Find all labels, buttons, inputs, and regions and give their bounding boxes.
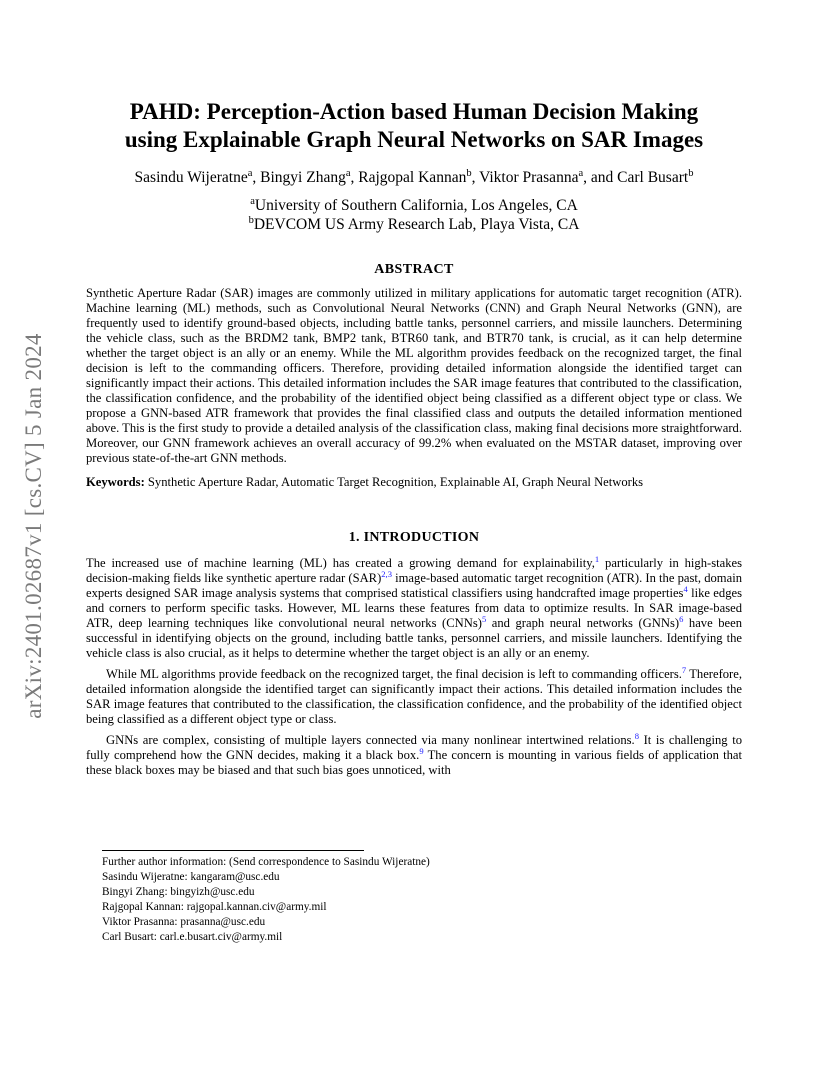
affiliation-line — [86, 215, 742, 234]
author-name: Rajgopal Kannan — [358, 169, 467, 186]
introduction-paragraph — [86, 730, 742, 778]
keywords-text: Synthetic Aperture Radar, Automatic Target Recognition, Explainable AI, Graph Neural Networks — [147, 475, 644, 489]
citation-link[interactable]: 4 — [683, 583, 688, 594]
paragraph-text: GNNs are complex, consisting of multiple layers connected via many nonlinear intertwined relations. — [106, 733, 635, 747]
paper-title — [86, 98, 742, 154]
affiliation-list — [86, 196, 742, 234]
paragraph-text: It is challenging to fully comprehend how the GNN decides, making it a black box. — [86, 733, 742, 762]
author-affiliation-mark: a — [247, 167, 253, 179]
title-line-1: PAHD: Perception-Action based Human Decision Making — [129, 99, 699, 124]
author-separator: , — [471, 169, 480, 186]
author-name: Sasindu Wijeratne — [134, 169, 248, 186]
paragraph-text: While ML algorithms provide feedback on the recognized target, the final decision is left to commanding officers. — [106, 667, 682, 681]
footnote-rule — [102, 850, 364, 851]
introduction-paragraph — [86, 553, 743, 661]
footnote-line: Viktor Prasanna: prasanna@usc.edu — [102, 916, 266, 928]
author-affiliation-mark: a — [345, 167, 351, 179]
author-separator: , — [252, 169, 261, 186]
author-affiliation-mark: a — [578, 167, 584, 179]
keywords-label: Keywords: — [86, 475, 145, 489]
affiliation-mark: a — [250, 195, 255, 207]
footnote-line: Carl Busart: carl.e.busart.civ@army.mil — [102, 931, 283, 943]
affiliation-mark: b — [248, 214, 254, 226]
author-affiliation-mark: b — [688, 167, 694, 179]
affiliation-line — [86, 196, 742, 215]
introduction-paragraph — [86, 664, 742, 727]
citation-link[interactable]: 5 — [481, 613, 487, 624]
paragraph-text: have been successful in identifying objects on the ground, including battle tanks, personnel carriers, and missile launchers. Identifying the vehicle class is also crucial, as it helps to determine whether the target object is an ally or an enemy. — [86, 616, 743, 660]
author-affiliation-mark: b — [466, 167, 472, 179]
paragraph-text: The concern is mounting in various fields of application that these black boxes may be biased and that such bias goes unnoticed, with — [86, 748, 742, 777]
affiliation-text: University of Southern California, Los Angeles, CA — [254, 197, 578, 214]
author-separator: , and — [583, 169, 618, 186]
paragraph-text: and graph neural networks (GNNs) — [486, 616, 680, 630]
introduction-body — [86, 553, 743, 778]
footnote-block — [86, 850, 742, 945]
arxiv-identifier-text: arXiv:2401.02687v1 [cs.CV] 5 Jan 2024 — [21, 333, 46, 719]
author-name: Carl Busart — [617, 169, 689, 186]
citation-link[interactable]: 1 — [594, 553, 600, 564]
footnote-line: Bingyi Zhang: bingyizh@usc.edu — [102, 886, 255, 898]
abstract-text: Synthetic Aperture Radar (SAR) images are commonly utilized in military applications for automatic target recognition (ATR). Machine learning (ML) methods, such as Convolutional Neural Networks (CNN) and Graph Neural Networks (GNN), are frequently used to identify ground-based objects, including battle tanks, personnel carriers, and missile launchers. Determining the vehicle class, such as the BRDM2 tank, BMP2 tank, BTR60 tank, and BTR70 tank, is crucial, as it can help determine whether the target object is an ally or an enemy. While the ML algorithm provides feedback on the recognized target, the final decision is left to the commanding officers. Therefore, providing detailed information alongside the identified target can significantly impact their actions. This detailed information includes the SAR image features that contributed to the classification, the classification confidence, and the probability of the identified object being classified as a different object type or class. We propose a GNN-based ATR framework that provides the final classified class and outputs the detailed information mentioned above. This is the first study to provide a detailed analysis of the classification class, making final decisions more straightforward. Moreover, our GNN framework achieves an overall accuracy of 99.2% when evaluated on the MSTAR dataset, improving over previous state-of-the-art GNN methods. — [86, 286, 742, 465]
section-heading-introduction: 1. INTRODUCTION — [348, 530, 480, 545]
author-separator: , — [350, 169, 359, 186]
affiliation-text: DEVCOM US Army Research Lab, Playa Vista, CA — [253, 216, 580, 233]
paragraph-text: like edges and corners to perform specific tasks. However, ML learns these features from data to optimize results. In SAR image-based ATR, deep learning techniques like convolutional neural networks (CNNs) — [86, 586, 742, 630]
citation-link[interactable]: 2,3 — [381, 568, 392, 579]
citation-link[interactable]: 6 — [679, 613, 684, 624]
author-name: Bingyi Zhang — [260, 169, 346, 186]
footnote-line: Rajgopal Kannan: rajgopal.kannan.civ@army.mil — [102, 901, 327, 913]
author-list — [86, 168, 742, 188]
footnote-line: Further author information: (Send correspondence to Sasindu Wijeratne) — [102, 856, 430, 868]
footnote-line: Sasindu Wijeratne: kangaram@usc.edu — [102, 871, 280, 883]
footnote-lines — [86, 855, 742, 945]
abstract-heading: ABSTRACT — [374, 262, 454, 277]
arxiv-identifier — [14, 296, 54, 756]
citation-link[interactable]: 7 — [681, 664, 687, 675]
paragraph-text: Therefore, detailed information alongside the identified target can significantly impact their actions. This detailed information includes the SAR image features that contributed to the classification, the classification confidence, and the probability of the identified object being classified as a different object type or class. — [86, 667, 742, 726]
citation-link[interactable]: 9 — [419, 745, 424, 756]
title-line-2: using Explainable Graph Neural Networks on SAR Images — [124, 127, 704, 152]
paragraph-text: image-based automatic target recognition (ATR). In the past, domain experts designed SAR image analysis systems that comprised statistical classifiers using handcrafted image properties — [86, 571, 742, 600]
citation-link[interactable]: 8 — [634, 730, 639, 741]
author-name: Viktor Prasanna — [479, 169, 579, 186]
paper-page — [86, 98, 742, 778]
paragraph-text: particularly in high-stakes decision-making fields like synthetic aperture radar (SAR) — [86, 556, 742, 585]
paragraph-text: The increased use of machine learning (ML) has created a growing demand for explainability, — [86, 556, 595, 570]
keywords-line — [86, 475, 742, 490]
